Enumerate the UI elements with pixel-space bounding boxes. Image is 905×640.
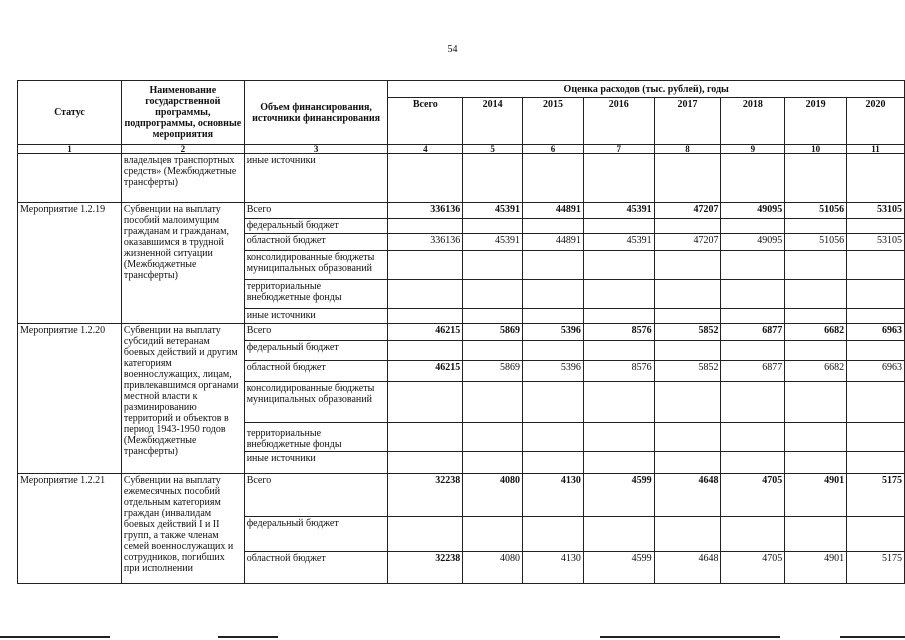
column-number: 1 [18, 145, 122, 154]
source-label: областной бюджет [244, 234, 388, 251]
value-cell: 51056 [785, 203, 847, 219]
value-cell: 47207 [654, 203, 721, 219]
measure-status: Мероприятие 1.2.21 [18, 474, 122, 584]
header-year: 2014 [463, 98, 523, 145]
value-cell: 53105 [847, 203, 905, 219]
value-cell: 32238 [388, 552, 463, 584]
source-label: территориальные внебюджетные фонды [244, 423, 388, 452]
value-cell: 44891 [523, 203, 584, 219]
value-cell: 4599 [583, 474, 654, 517]
value-cell: 46215 [388, 361, 463, 382]
source-label: иные источники [244, 154, 388, 203]
table-row [18, 474, 905, 517]
value-cell: 4648 [654, 474, 721, 517]
column-number: 3 [244, 145, 388, 154]
header-year: 2020 [847, 98, 905, 145]
status-cell [18, 154, 122, 203]
value-cell: 5869 [463, 361, 523, 382]
value-cell: 5852 [654, 324, 721, 341]
column-number: 7 [583, 145, 654, 154]
header-estimate: Оценка расходов (тыс. рублей), годы [388, 81, 905, 98]
value-cell: 336136 [388, 234, 463, 251]
value-cell: 45391 [463, 234, 523, 251]
column-numbers-row [18, 145, 905, 154]
value-cell: 8576 [583, 361, 654, 382]
source-label: федеральный бюджет [244, 219, 388, 234]
column-number: 11 [847, 145, 905, 154]
budget-table [17, 80, 905, 584]
header-year: 2016 [583, 98, 654, 145]
source-label: областной бюджет [244, 552, 388, 584]
column-number: 4 [388, 145, 463, 154]
source-label: областной бюджет [244, 361, 388, 382]
header-year: Всего [388, 98, 463, 145]
value-cell: 4080 [463, 552, 523, 584]
column-number: 5 [463, 145, 523, 154]
column-number: 8 [654, 145, 721, 154]
scan-artifact-line [840, 636, 905, 638]
source-label: Всего [244, 324, 388, 341]
measure-name: Субвенции на выплату ежемесячных пособий отдельным категориям граждан (инвалидам боевых действий I и II групп, а также членам семей военнослужащих и сотрудников, погибших при исполнении [121, 474, 244, 584]
value-cell: 6877 [721, 361, 785, 382]
value-cell: 5396 [523, 324, 584, 341]
value-cell: 6682 [785, 361, 847, 382]
measure-name: Субвенции на выплату субсидий ветеранам боевых действий и другим категориям военнослужащих, лицам, привлекавшимся органами местной власти к разминированию территорий и объектов в период 1943-1950 годов (Межбюджетные трансферты) [121, 324, 244, 474]
value-cell: 336136 [388, 203, 463, 219]
value-cell: 4901 [785, 552, 847, 584]
value-cell: 49095 [721, 203, 785, 219]
value-cell: 49095 [721, 234, 785, 251]
source-label: иные источники [244, 309, 388, 324]
header-status: Статус [18, 81, 122, 145]
header-year: 2017 [654, 98, 721, 145]
column-number: 9 [721, 145, 785, 154]
source-label: федеральный бюджет [244, 517, 388, 552]
source-label: территориальные внебюджетные фонды [244, 280, 388, 309]
source-label: федеральный бюджет [244, 341, 388, 361]
value-cell: 6963 [847, 324, 905, 341]
source-label: иные источники [244, 452, 388, 474]
source-label: Всего [244, 203, 388, 219]
measure-name: владельцев транспортных средств» (Межбюджетные трансферты) [121, 154, 244, 203]
value-cell: 5852 [654, 361, 721, 382]
value-cell: 5396 [523, 361, 584, 382]
value-cell: 4130 [523, 474, 584, 517]
value-cell: 45391 [583, 203, 654, 219]
value-cell: 45391 [583, 234, 654, 251]
value-cell: 6682 [785, 324, 847, 341]
measure-status: Мероприятие 1.2.20 [18, 324, 122, 474]
value-cell: 45391 [463, 203, 523, 219]
column-number: 10 [785, 145, 847, 154]
value-cell: 4705 [721, 474, 785, 517]
measure-status: Мероприятие 1.2.19 [18, 203, 122, 324]
source-label: Всего [244, 474, 388, 517]
value-cell: 4648 [654, 552, 721, 584]
value-cell: 4080 [463, 474, 523, 517]
value-cell: 47207 [654, 234, 721, 251]
value-cell: 6963 [847, 361, 905, 382]
header-year: 2019 [785, 98, 847, 145]
header-name: Наименование государственной программы, подпрограммы, основные мероприятия [121, 81, 244, 145]
column-number: 2 [121, 145, 244, 154]
scan-artifact-line [600, 636, 780, 638]
table-row [18, 203, 905, 219]
value-cell: 6877 [721, 324, 785, 341]
table-row [18, 154, 905, 203]
value-cell: 4705 [721, 552, 785, 584]
value-cell: 5175 [847, 552, 905, 584]
value-cell: 44891 [523, 234, 584, 251]
value-cell: 32238 [388, 474, 463, 517]
scan-artifact-line [218, 636, 278, 638]
value-cell: 4901 [785, 474, 847, 517]
value-cell: 4130 [523, 552, 584, 584]
table-row [18, 324, 905, 341]
column-number: 6 [523, 145, 584, 154]
source-label: консолидированные бюджеты муниципальных образований [244, 251, 388, 280]
header-volume: Объем финансирования, источники финансирования [244, 81, 388, 145]
measure-name: Субвенции на выплату пособий малоимущим гражданам и гражданам, оказавшимся в трудной жизненной ситуации (Межбюджетные трансферты) [121, 203, 244, 324]
page-number: 54 [447, 44, 458, 55]
value-cell: 46215 [388, 324, 463, 341]
value-cell: 8576 [583, 324, 654, 341]
value-cell: 4599 [583, 552, 654, 584]
source-label: консолидированные бюджеты муниципальных образований [244, 382, 388, 423]
header-year: 2015 [523, 98, 584, 145]
value-cell: 5175 [847, 474, 905, 517]
value-cell: 5869 [463, 324, 523, 341]
value-cell: 51056 [785, 234, 847, 251]
scan-artifact-line [0, 636, 110, 638]
header-year: 2018 [721, 98, 785, 145]
value-cell: 53105 [847, 234, 905, 251]
